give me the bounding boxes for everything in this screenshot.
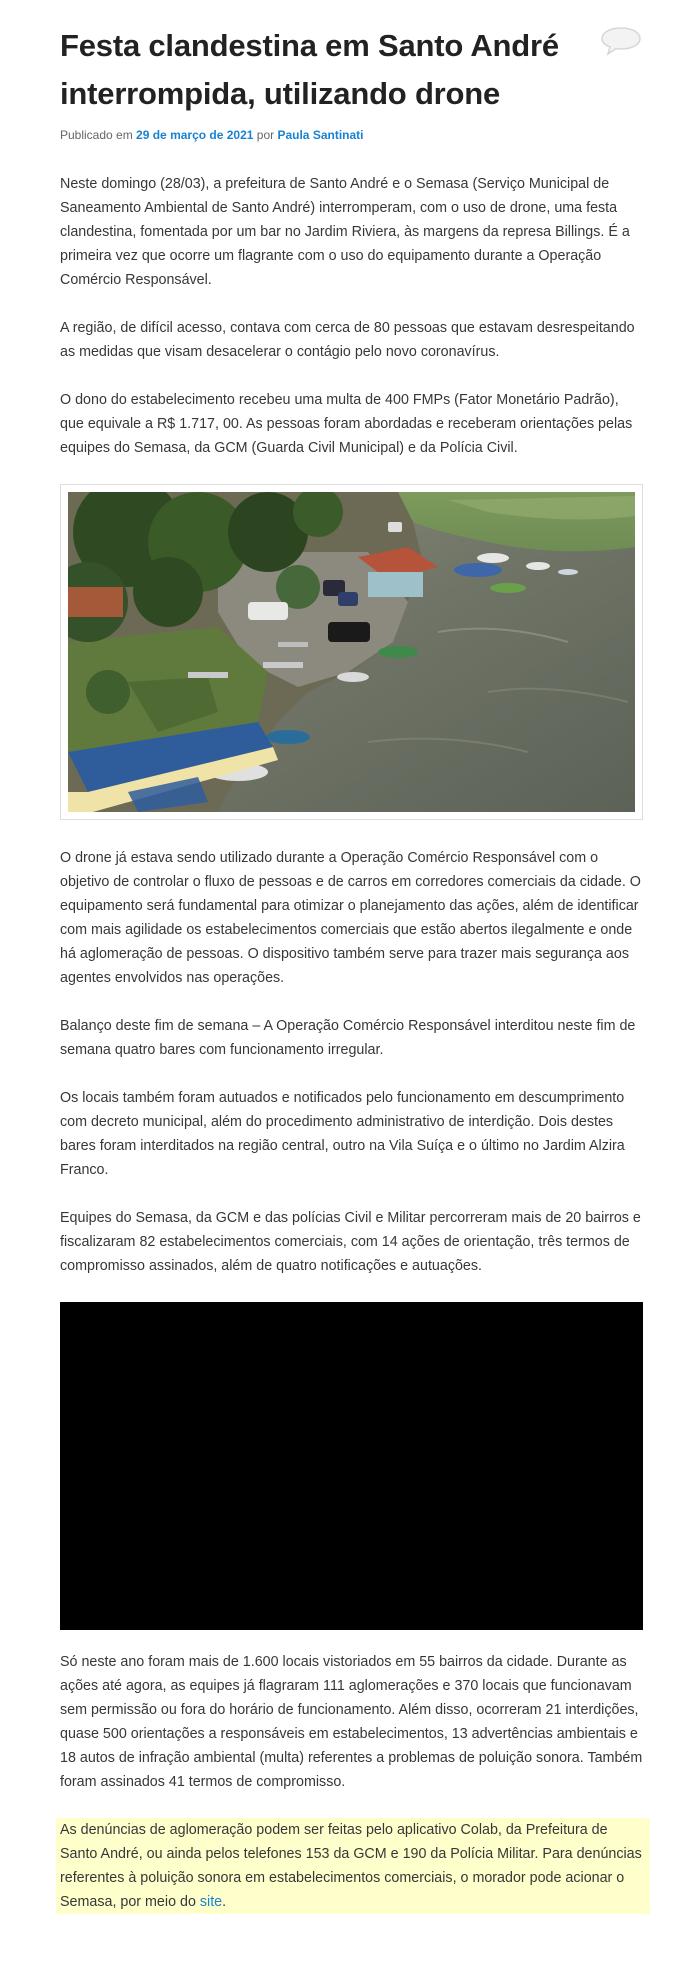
paragraph: Balanço deste fim de semana – A Operação Comércio Responsável interditou neste fim de semana quatro bares com funcionamento irregular. [60, 1018, 636, 1058]
video-embed[interactable] [60, 1302, 643, 1630]
paragraph: Neste domingo (28/03), a prefeitura de Santo André e o Semasa (Serviço Municipal de Saneamento Ambiental de Santo André) interromperam, com o uso de drone, uma festa clandestina, fomentada por um bar no Jardim Riviera, às margens da represa Billings. É a primeira vez que ocorre um flagrante com o uso do equipamento durante a Operação Comércio Responsável. [60, 176, 630, 288]
photo-frame [60, 484, 643, 820]
highlighted-paragraph [56, 1818, 650, 1914]
paragraph: Equipes do Semasa, da GCM e das polícias Civil e Militar percorreram mais de 20 bairros e fiscalizaram 82 estabelecimentos comerciais, com 14 ações de orientação, três termos de compromisso assinados, além de quatro notificações e autuações. [60, 1210, 641, 1274]
highlight-end: . [222, 1894, 227, 1910]
comment-bubble-icon[interactable] [600, 26, 642, 56]
author-link[interactable]: Paula Santinati [277, 128, 364, 142]
paragraph: A região, de difícil acesso, contava com cerca de 80 pessoas que estavam desrespeitando as medidas que visam desacelerar o contágio pelo novo coronavírus. [60, 320, 635, 360]
post-date-link[interactable]: 29 de março de 2021 [136, 128, 254, 142]
paragraph: Os locais também foram autuados e notificados pelo funcionamento em descumprimento com decreto municipal, além do procedimento administrativo de interdição. Dois destes bares foram interditados na região central, outro na Vila Suíça e o último no Jardim Alzira Franco. [60, 1090, 625, 1178]
post-meta [60, 128, 646, 142]
paragraph: O dono do estabelecimento recebeu uma multa de 400 FMPs (Fator Monetário Padrão), que equivale a R$ 1.717, 00. As pessoas foram abordadas e receberam orientações pelas equipes do Semasa, da GCM (Guarda Civil Municipal) e da Polícia Civil. [60, 392, 633, 456]
by-label: por [253, 128, 278, 142]
highlight-text: As denúncias de aglomeração podem ser feitas pelo aplicativo Colab, da Prefeitura de Santo André, ou ainda pelos telefones 153 da GCM e 190 da Polícia Militar. Para denúncias referentes à poluição sonora em estabelecimentos comerciais, o morador pode acionar o Semasa, por meio do [60, 1822, 642, 1910]
paragraph: O drone já estava sendo utilizado durante a Operação Comércio Responsável com o objetivo de controlar o fluxo de pessoas e de carros em corredores comerciais da cidade. O equipamento será fundamental para otimizar o planejamento das ações, além de identificar com mais agilidade os estabelecimentos comerciais que estão abertos ilegalmente e onde há aglomeração de pessoas. O dispositivo também serve para trazer mais segurança aos agentes envolvidos nas operações. [60, 850, 641, 986]
published-label: Publicado em [60, 128, 137, 142]
paragraph: Só neste ano foram mais de 1.600 locais vistoriados em 55 bairros da cidade. Durante as ações até agora, as equipes já flagraram 111 aglomerações e 370 locais que funcionavam sem permissão ou fora do horário de funcionamento. Além disso, ocorreram 21 interdições, quase 500 orientações a responsáveis em estabelecimentos, 13 advertências ambientais e 18 autos de infração ambiental (multa) referentes a problemas de poluição sonora. Também foram assinados 41 termos de compromisso. [60, 1654, 643, 1790]
site-link[interactable]: site [199, 1894, 223, 1910]
drone-aerial-photo [68, 492, 635, 812]
article-title: Festa clandestina em Santo André interrompida, utilizando drone [60, 28, 559, 111]
